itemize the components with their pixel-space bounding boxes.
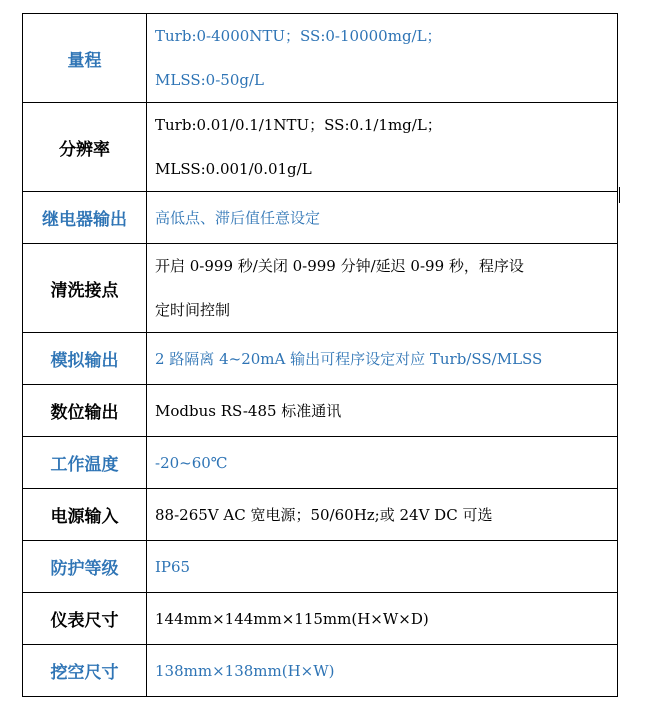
row-value (147, 645, 618, 697)
row-value (147, 192, 618, 244)
table-row (23, 192, 618, 244)
spec-table (22, 13, 618, 697)
table-row (23, 385, 618, 437)
table-edge-mark (619, 187, 620, 203)
table-row (23, 541, 618, 593)
row-label: 继电器输出 (23, 192, 147, 244)
value-line: 高低点、滞后值任意设定 (155, 208, 321, 227)
row-label: 防护等级 (23, 541, 147, 593)
row-value (147, 437, 618, 489)
row-label: 数位输出 (23, 385, 147, 437)
table-row (23, 244, 618, 333)
value-line: Modbus RS-485 标准通讯 (155, 401, 342, 420)
value-line: IP65 (155, 557, 191, 576)
row-label: 清洗接点 (23, 244, 147, 333)
table-row (23, 593, 618, 645)
row-value (147, 244, 618, 333)
value-line: 2 路隔离 4~20mA 输出可程序设定对应 Turb/SS/MLSS (155, 349, 543, 368)
row-value (147, 489, 618, 541)
row-label: 模拟输出 (23, 333, 147, 385)
value-line: Turb:0.01/0.1/1NTU；SS:0.1/1mg/L； (155, 116, 442, 134)
table-row (23, 14, 618, 103)
table-row (23, 103, 618, 192)
row-label: 仪表尺寸 (23, 593, 147, 645)
row-label: 挖空尺寸 (23, 645, 147, 697)
row-value (147, 541, 618, 593)
table-row (23, 489, 618, 541)
table-row (23, 645, 618, 697)
value-line: Turb:0-4000NTU；SS:0-10000mg/L； (155, 27, 442, 45)
value-line: -20~60℃ (155, 453, 228, 472)
value-line: 定时间控制 (155, 301, 231, 319)
value-line: 138mm×138mm(H×W) (155, 661, 335, 680)
row-label: 电源输入 (23, 489, 147, 541)
row-label: 量程 (23, 14, 147, 103)
row-value (147, 103, 618, 192)
row-label: 工作温度 (23, 437, 147, 489)
row-value (147, 14, 618, 103)
value-line: MLSS:0.001/0.01g/L (155, 160, 312, 178)
row-value (147, 385, 618, 437)
value-line: MLSS:0-50g/L (155, 71, 264, 89)
value-line: 144mm×144mm×115mm(H×W×D) (155, 609, 429, 628)
value-line: 88-265V AC 宽电源；50/60Hz;或 24V DC 可选 (155, 505, 493, 524)
row-label: 分辨率 (23, 103, 147, 192)
row-value (147, 333, 618, 385)
row-value (147, 593, 618, 645)
value-line: 开启 0-999 秒/关闭 0-999 分钟/延迟 0-99 秒，程序设 (155, 257, 524, 275)
table-row (23, 437, 618, 489)
table-row (23, 333, 618, 385)
